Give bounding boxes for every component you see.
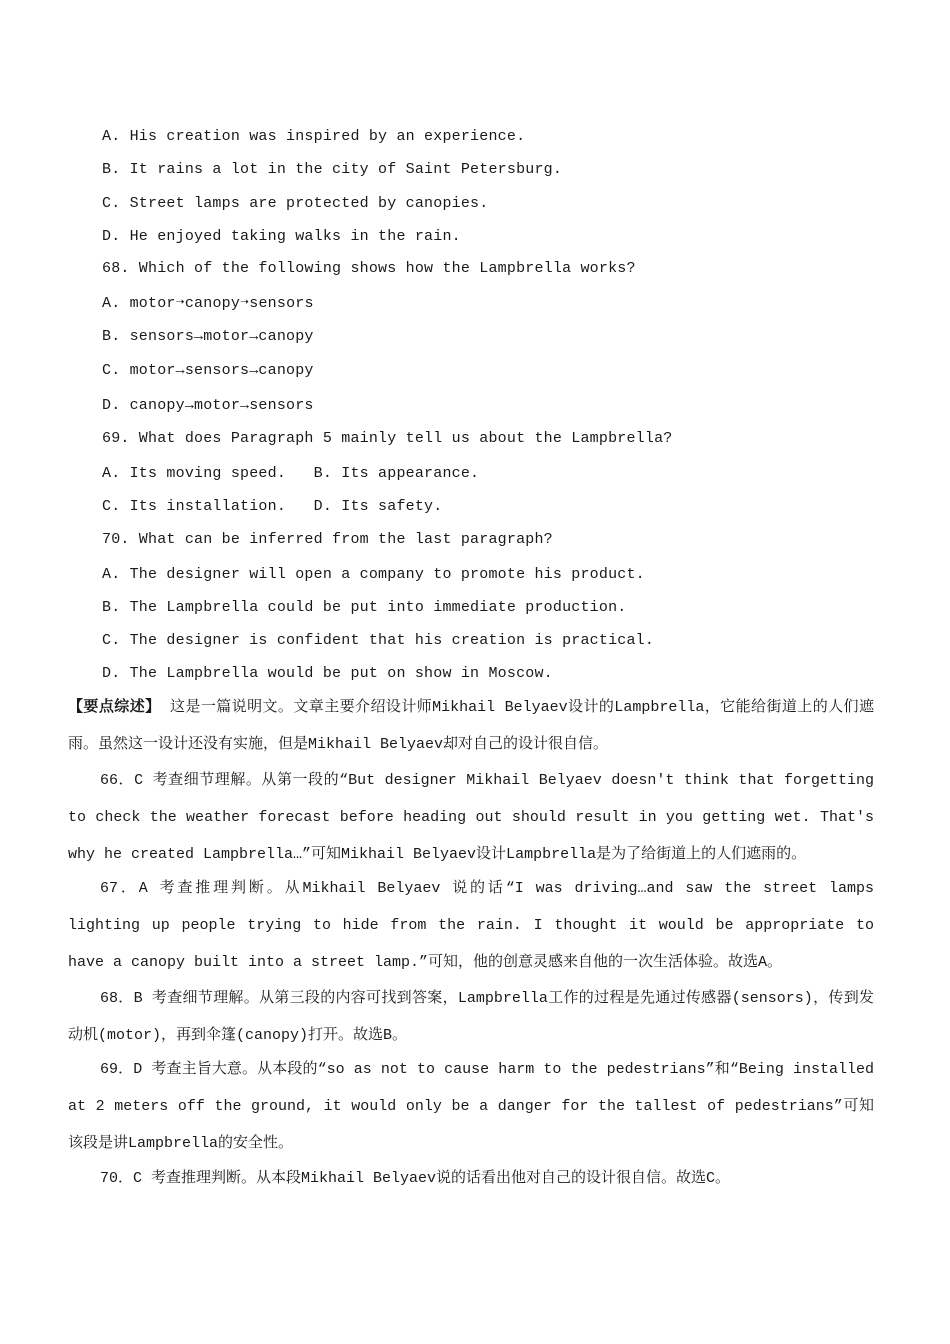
answer-67: 67．A 考查推理判断。从Mikhail Belyaev 说的话“I was driving…and saw the street lamps lighting up people trying to hide from the rain. I thought it would be appropriate to have a canopy built into a street lamp.”可知，他的创意灵感来自他的一次生活体验。故选A。 [68,880,874,971]
q67-option-a: A. His creation was inspired by an experience. [102,128,526,145]
q70-question: 70. What can be inferred from the last paragraph? [102,531,553,548]
q70-option-d: D. The Lampbrella would be put on show in Moscow. [102,665,553,682]
q68-option-a: A. motor➝canopy➝sensors [102,295,314,312]
summary-label: 【要点综述】 [68,699,161,716]
answer-68: 68．B 考查细节理解。从第三段的内容可找到答案，Lampbrella工作的过程是先通过传感器(sensors)，传到发动机(motor)，再到伞篷(canopy)打开。故选B。 [68,990,874,1044]
q69-options-row-2: C. Its installation. D. Its safety. [102,498,443,515]
q68-question: 68. Which of the following shows how the Lampbrella works? [102,260,636,277]
summary-text: 这是一篇说明文。文章主要介绍设计师Mikhail Belyaev设计的Lampbrella，它能给街道上的人们遮雨。虽然这一设计还没有实施，但是Mikhail Belyaev却对自己的设计很自信。 [68,699,874,753]
q68-option-c: C. motor→sensors→canopy [102,362,314,379]
answer-70: 70．C 考查推理判断。从本段Mikhail Belyaev说的话看出他对自己的设计很自信。故选C。 [100,1170,731,1187]
q70-option-b: B. The Lampbrella could be put into immediate production. [102,599,627,616]
q68-option-d: D. canopy→motor→sensors [102,397,314,414]
q70-option-a: A. The designer will open a company to promote his product. [102,566,645,583]
q67-option-c: C. Street lamps are protected by canopies. [102,195,489,212]
q70-option-c: C. The designer is confident that his creation is practical. [102,632,655,649]
q68-option-b: B. sensors→motor→canopy [102,328,314,345]
q69-options-row-1: A. Its moving speed. B. Its appearance. [102,465,480,482]
q69-question: 69. What does Paragraph 5 mainly tell us about the Lampbrella? [102,430,673,447]
q67-option-b: B. It rains a lot in the city of Saint Petersburg. [102,161,563,178]
summary-paragraph [68,689,874,763]
q67-option-d: D. He enjoyed taking walks in the rain. [102,228,461,245]
answer-66: 66．C 考查细节理解。从第一段的“But designer Mikhail Belyaev doesn't think that forgetting to check the weather forecast before heading out should result in you getting wet. That's why he created Lampbrella…”可知Mikhail Belyaev设计Lampbrella是为了给街道上的人们遮雨的。 [68,772,874,863]
answer-69: 69．D 考查主旨大意。从本段的“so as not to cause harm to the pedestrians”和“Being installed at 2 meters off the ground, it would only be a danger for the tallest of pedestrians”可知该段是讲Lampbrella的安全性。 [68,1061,874,1152]
